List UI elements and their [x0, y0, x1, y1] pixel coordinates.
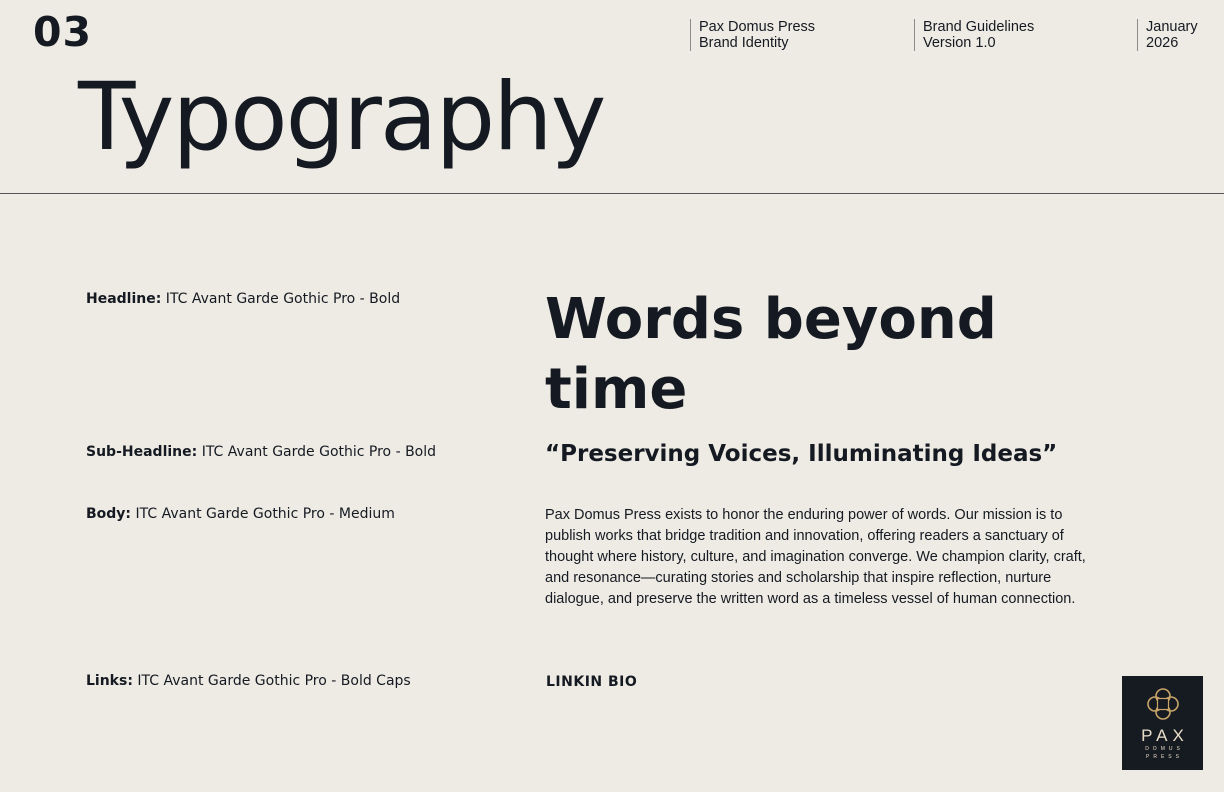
quatrefoil-icon [1146, 687, 1180, 721]
spec-body [86, 505, 395, 523]
header-meta-document [914, 19, 1034, 51]
spec-links [86, 672, 411, 690]
page-number: 03 [33, 8, 93, 56]
spec-value: ITC Avant Garde Gothic Pro - Bold Caps [137, 673, 411, 689]
pax-domus-logo [1122, 676, 1203, 770]
meta-line: Brand Guidelines [923, 19, 1035, 35]
link-sample[interactable]: LINKIN BIO [546, 674, 638, 690]
logo-wordmark: PAX [1141, 726, 1189, 745]
page-title: Typography [78, 63, 605, 172]
spec-headline [86, 290, 400, 308]
meta-line: Version 1.0 [923, 35, 996, 51]
spec-subheadline [86, 443, 436, 461]
header-meta-date [1137, 19, 1198, 51]
meta-line: January [1146, 19, 1198, 35]
divider [0, 193, 1224, 194]
spec-label: Headline: [86, 291, 162, 307]
meta-line: Brand Identity [699, 35, 789, 51]
header-meta-publisher [690, 19, 815, 51]
spec-label: Links: [86, 673, 133, 689]
spec-value: ITC Avant Garde Gothic Pro - Bold [201, 444, 437, 460]
meta-line: Pax Domus Press [699, 19, 816, 35]
spec-value: ITC Avant Garde Gothic Pro - Medium [135, 506, 395, 522]
logo-sub-press: PRESS [1146, 754, 1183, 760]
spec-label: Sub-Headline: [86, 444, 198, 460]
spec-value: ITC Avant Garde Gothic Pro - Bold [165, 291, 401, 307]
spec-label: Body: [86, 506, 132, 522]
headline-sample: Words beyond time [545, 287, 997, 422]
logo-sub-domus: DOMUS [1145, 746, 1184, 752]
body-sample: Pax Domus Press exists to honor the enduring power of words. Our mission is to publish works that bridge tradition and innovation, offering readers a sanctuary of thought where history, culture, and imagination converge. We champion clarity, craft, and resonance—curating stories and scholarship that inspire reflection, nurture dialogue, and preserve the written word as a timeless vessel of human connection. [545, 507, 1086, 607]
subheadline-sample: “Preserving Voices, Illuminating Ideas” [545, 441, 1058, 467]
meta-line: 2026 [1146, 35, 1179, 51]
